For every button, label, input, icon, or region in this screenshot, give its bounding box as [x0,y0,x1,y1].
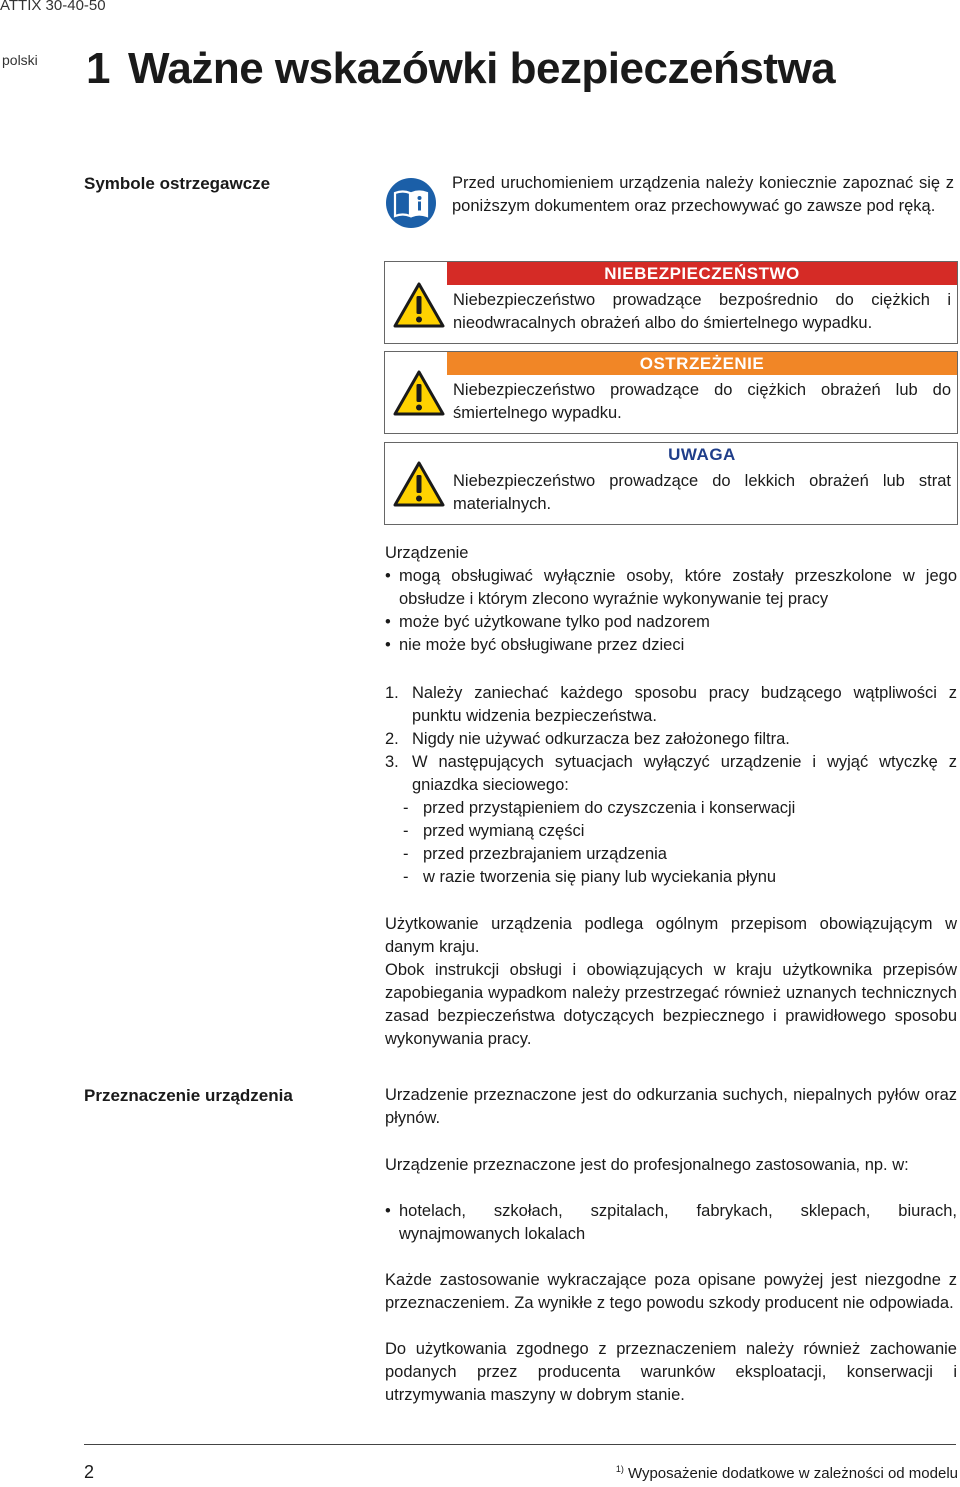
list-item [385,728,957,751]
step-text: Nigdy nie używać odkurzacza bez założonego filtra. [412,730,790,748]
caution-text: Niebezpieczeństwo prowadzące do lekkich obrażeń lub strat materialnych. [453,472,951,513]
device-block [385,542,957,657]
warning-triangle-icon [393,461,445,507]
chapter-title: Ważne wskazówki bezpieczeństwa [127,44,836,93]
warning-triangle-icon [393,370,445,416]
caution-box [384,442,958,525]
safety-rules-paragraph: Obok instrukcji obsługi i obowiązujących w kraju użytkownika przepisów zapobiegania wypadkom należy przestrzegać również uznanych technicznych zasad bezpieczeństwa dotyczących bezpiecznego i prawidłowego sposobu wykonywania pracy. [385,961,957,1048]
danger-title: NIEBEZPIECZEŃSTWO [447,262,957,285]
list-item: • nie może być obsługiwane przez dzieci [385,634,957,657]
list-item: - przed przezbrajaniem urządzenia [403,843,957,866]
intro-text: Przed uruchomieniem urządzenia należy koniecznie zapoznać się z poniższym dokumentem oraz przechowywać go zawsze pod ręką. [452,174,954,215]
list-item [385,682,957,728]
list-item: • może być użytkowane tylko pod nadzorem [385,611,957,634]
warning-triangle-icon [393,282,445,328]
danger-box [384,261,958,344]
document-model: ATTIX 30-40-50 [0,0,106,14]
steps-list [385,682,957,797]
footnote-text: Wyposażenie dodatkowe w zależności od modelu [627,1465,958,1482]
device-bullets [385,565,957,657]
intended-use-p3: Każde zastosowanie wykraczające poza opisane powyżej jest niezgodne z przeznaczeniem. Za wynikłe z tego powodu szkody producent nie odpowiada. [385,1271,957,1312]
device-heading: Urządzenie [385,544,469,562]
list-item: • mogą obsługiwać wyłącznie osoby, które zostały przeszkolone w jego obsłudze i którym zlecono wyraźnie wykonywanie tej pracy [385,565,957,611]
warning-title: OSTRZEŻENIE [447,352,957,375]
sub-items-list [403,797,957,889]
intended-use-bullets [385,1200,957,1246]
list-item: • hotelach, szkołach, szpitalach, fabrykach, sklepach, biurach, wynajmowanych lokalach [385,1200,957,1246]
section-label-intended-use: Przeznaczenie urządzenia [84,1086,293,1105]
regulations-paragraph: Użytkowanie urządzenia podlega ogólnym przepisom obowiązującym w danym kraju. [385,915,957,956]
footer-divider [84,1444,956,1445]
warning-box [384,351,958,434]
step-number: 3. [385,753,399,771]
danger-text: Niebezpieczeństwo prowadzące bezpośrednio do ciężkich i nieodwracalnych obrażeń albo do śmiertelnego wypadku. [453,291,951,332]
intended-use-p1: Urzadzenie przeznaczone jest do odkurzania suchych, niepalnych pyłów oraz płynów. [385,1086,957,1127]
list-item: - w razie tworzenia się piany lub wyciekania płynu [403,866,957,889]
steps-block [385,682,957,889]
list-item: - przed przystąpieniem do czyszczenia i konserwacji [403,797,957,820]
page-title [86,44,835,94]
page-number: 2 [84,1462,95,1482]
footnote-marker: 1) [615,1464,624,1474]
section-label-warning-symbols: Symbole ostrzegawcze [84,174,271,193]
intended-use-p4: Do użytkowania zgodnego z przeznaczeniem należy również zachowanie podanych przez producenta warunków eksploatacji, konserwacji i utrzymywania maszyny w dobrym stanie. [385,1340,957,1404]
caution-title: UWAGA [447,443,957,466]
warning-text: Niebezpieczeństwo prowadzące do ciężkich obrażeń lub do śmiertelnego wypadku. [453,381,951,422]
read-manual-icon [386,178,436,228]
step-text: W następujących sytuacjach wyłączyć urządzenie i wyjąć wtyczkę z gniazdka sieciowego: [412,753,957,794]
step-number: 2. [385,730,399,748]
step-text: Należy zaniechać każdego sposobu pracy budzącego wątpliwości z punktu widzenia bezpieczeństwa. [412,684,957,725]
list-item [385,751,957,797]
chapter-number: 1 [86,44,110,93]
step-number: 1. [385,684,399,702]
intended-use-p2: Urządzenie przeznaczone jest do profesjonalnego zastosowania, np. w: [385,1156,909,1174]
footnote [616,1464,958,1482]
list-item: - przed wymianą części [403,820,957,843]
language-label: polski [2,52,38,68]
